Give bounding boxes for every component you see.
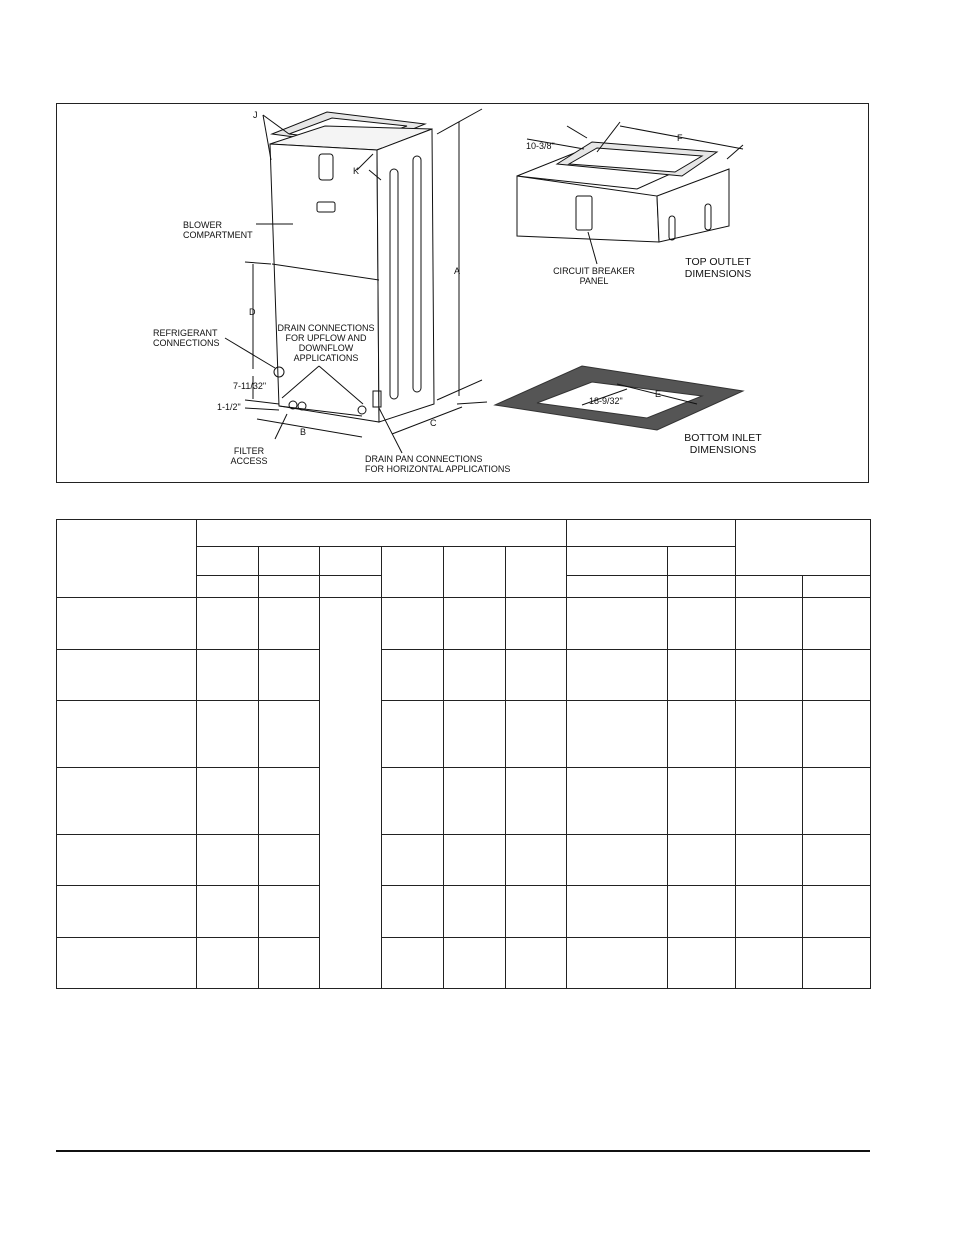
table-cell bbox=[736, 576, 803, 598]
label-j: J bbox=[253, 110, 258, 120]
table-cell bbox=[197, 701, 259, 768]
table-cell bbox=[567, 768, 668, 835]
table-cell bbox=[567, 520, 736, 547]
table-cell bbox=[736, 835, 803, 886]
table-cell bbox=[382, 547, 444, 598]
table-cell bbox=[197, 835, 259, 886]
label-dim-18-9-32: 18-9/32" bbox=[589, 396, 623, 406]
table-cell bbox=[567, 576, 668, 598]
table-cell bbox=[197, 938, 259, 989]
table-cell bbox=[668, 701, 736, 768]
table-cell bbox=[259, 598, 320, 650]
table-cell bbox=[444, 598, 506, 650]
table-cell bbox=[668, 576, 736, 598]
label-k: K bbox=[353, 166, 360, 176]
table-cell bbox=[197, 598, 259, 650]
table-cell bbox=[668, 835, 736, 886]
label-f: F bbox=[677, 133, 683, 143]
table-cell bbox=[668, 547, 736, 576]
table-cell bbox=[803, 938, 871, 989]
table-cell bbox=[57, 701, 197, 768]
table-cell bbox=[444, 768, 506, 835]
table-cell bbox=[259, 768, 320, 835]
table-cell bbox=[444, 835, 506, 886]
table-cell bbox=[803, 835, 871, 886]
table-cell bbox=[197, 768, 259, 835]
table-cell bbox=[197, 886, 259, 938]
label-blower-compartment: BLOWER COMPARTMENT bbox=[183, 220, 253, 240]
dimensions-table bbox=[56, 519, 871, 989]
table-cell bbox=[668, 886, 736, 938]
table-row bbox=[57, 835, 871, 886]
table-cell bbox=[259, 576, 320, 598]
table-cell bbox=[506, 938, 567, 989]
table-row bbox=[57, 701, 871, 768]
table-cell bbox=[259, 650, 320, 701]
table-cell bbox=[506, 598, 567, 650]
table-cell bbox=[803, 650, 871, 701]
table-cell bbox=[736, 768, 803, 835]
table-cell bbox=[382, 701, 444, 768]
table-cell bbox=[197, 576, 259, 598]
table-cell bbox=[736, 520, 871, 576]
table-cell bbox=[668, 650, 736, 701]
air-handler-drawing bbox=[57, 104, 870, 484]
table-cell bbox=[444, 886, 506, 938]
table-cell bbox=[259, 835, 320, 886]
table-cell bbox=[197, 547, 259, 576]
table-row bbox=[57, 938, 871, 989]
table-cell bbox=[382, 768, 444, 835]
table-row bbox=[57, 598, 871, 650]
table-cell bbox=[668, 938, 736, 989]
table-cell bbox=[197, 650, 259, 701]
table-cell bbox=[259, 886, 320, 938]
table-cell bbox=[506, 547, 567, 598]
label-circuit-breaker-panel: CIRCUIT BREAKER PANEL bbox=[553, 266, 635, 286]
table-cell bbox=[382, 938, 444, 989]
label-c: C bbox=[430, 418, 437, 428]
label-drain-connections-upflow: DRAIN CONNECTIONS FOR UPFLOW AND DOWNFLOW APPLICATIONS bbox=[277, 323, 375, 363]
table-cell bbox=[259, 701, 320, 768]
label-a: A bbox=[454, 266, 461, 276]
table-cell bbox=[736, 598, 803, 650]
table-cell bbox=[506, 768, 567, 835]
label-bottom-inlet-dimensions: BOTTOM INLET DIMENSIONS bbox=[684, 432, 762, 456]
table-cell bbox=[803, 768, 871, 835]
table-cell bbox=[57, 768, 197, 835]
label-dim-7-11-32: 7-11/32" bbox=[233, 381, 267, 391]
table-row bbox=[57, 886, 871, 938]
label-refrigerant-connections: REFRIGERANT CONNECTIONS bbox=[153, 328, 220, 348]
table-cell bbox=[382, 598, 444, 650]
table-cell bbox=[736, 886, 803, 938]
table-cell bbox=[567, 886, 668, 938]
table-cell bbox=[259, 938, 320, 989]
table-cell bbox=[803, 701, 871, 768]
table-cell bbox=[506, 650, 567, 701]
table-cell bbox=[259, 547, 320, 576]
table-cell bbox=[320, 547, 382, 576]
table-cell bbox=[444, 650, 506, 701]
table-cell bbox=[57, 938, 197, 989]
label-e: E bbox=[655, 389, 662, 399]
table-cell bbox=[736, 650, 803, 701]
table-cell bbox=[444, 938, 506, 989]
table-cell bbox=[444, 701, 506, 768]
table-cell bbox=[736, 938, 803, 989]
table-cell bbox=[444, 547, 506, 598]
table-cell bbox=[567, 835, 668, 886]
table-cell bbox=[803, 598, 871, 650]
table-cell bbox=[57, 598, 197, 650]
table-cell bbox=[567, 547, 668, 576]
table-cell bbox=[382, 835, 444, 886]
label-filter-access: FILTER ACCESS bbox=[230, 446, 268, 466]
table-cell bbox=[803, 886, 871, 938]
table-cell bbox=[506, 886, 567, 938]
table-cell bbox=[506, 835, 567, 886]
table-cell bbox=[506, 701, 567, 768]
dimension-figure bbox=[56, 103, 869, 483]
table-cell bbox=[803, 576, 871, 598]
table-cell bbox=[57, 835, 197, 886]
table-cell bbox=[567, 598, 668, 650]
label-b: B bbox=[300, 427, 307, 437]
table-row bbox=[57, 650, 871, 701]
table-header-row bbox=[57, 520, 871, 547]
table-cell bbox=[197, 520, 567, 547]
table-cell bbox=[668, 598, 736, 650]
table-cell bbox=[567, 701, 668, 768]
label-drain-pan-connections: DRAIN PAN CONNECTIONS FOR HORIZONTAL APPLICATIONS bbox=[365, 454, 511, 474]
table-cell bbox=[320, 576, 382, 598]
table-cell bbox=[320, 598, 382, 989]
table-cell bbox=[57, 650, 197, 701]
table-row bbox=[57, 768, 871, 835]
table-cell bbox=[736, 701, 803, 768]
table-cell bbox=[668, 768, 736, 835]
table-cell bbox=[57, 520, 197, 598]
table-cell bbox=[567, 650, 668, 701]
table-cell bbox=[382, 886, 444, 938]
table-cell bbox=[567, 938, 668, 989]
label-dim-1-1-2: 1-1/2" bbox=[217, 402, 241, 412]
label-top-outlet-dimensions: TOP OUTLET DIMENSIONS bbox=[684, 256, 752, 280]
label-d: D bbox=[249, 307, 256, 317]
footer-rule bbox=[56, 1150, 870, 1152]
table-cell bbox=[57, 886, 197, 938]
table-cell bbox=[382, 650, 444, 701]
label-dim-10-3-8: 10-3/8" bbox=[526, 141, 555, 151]
